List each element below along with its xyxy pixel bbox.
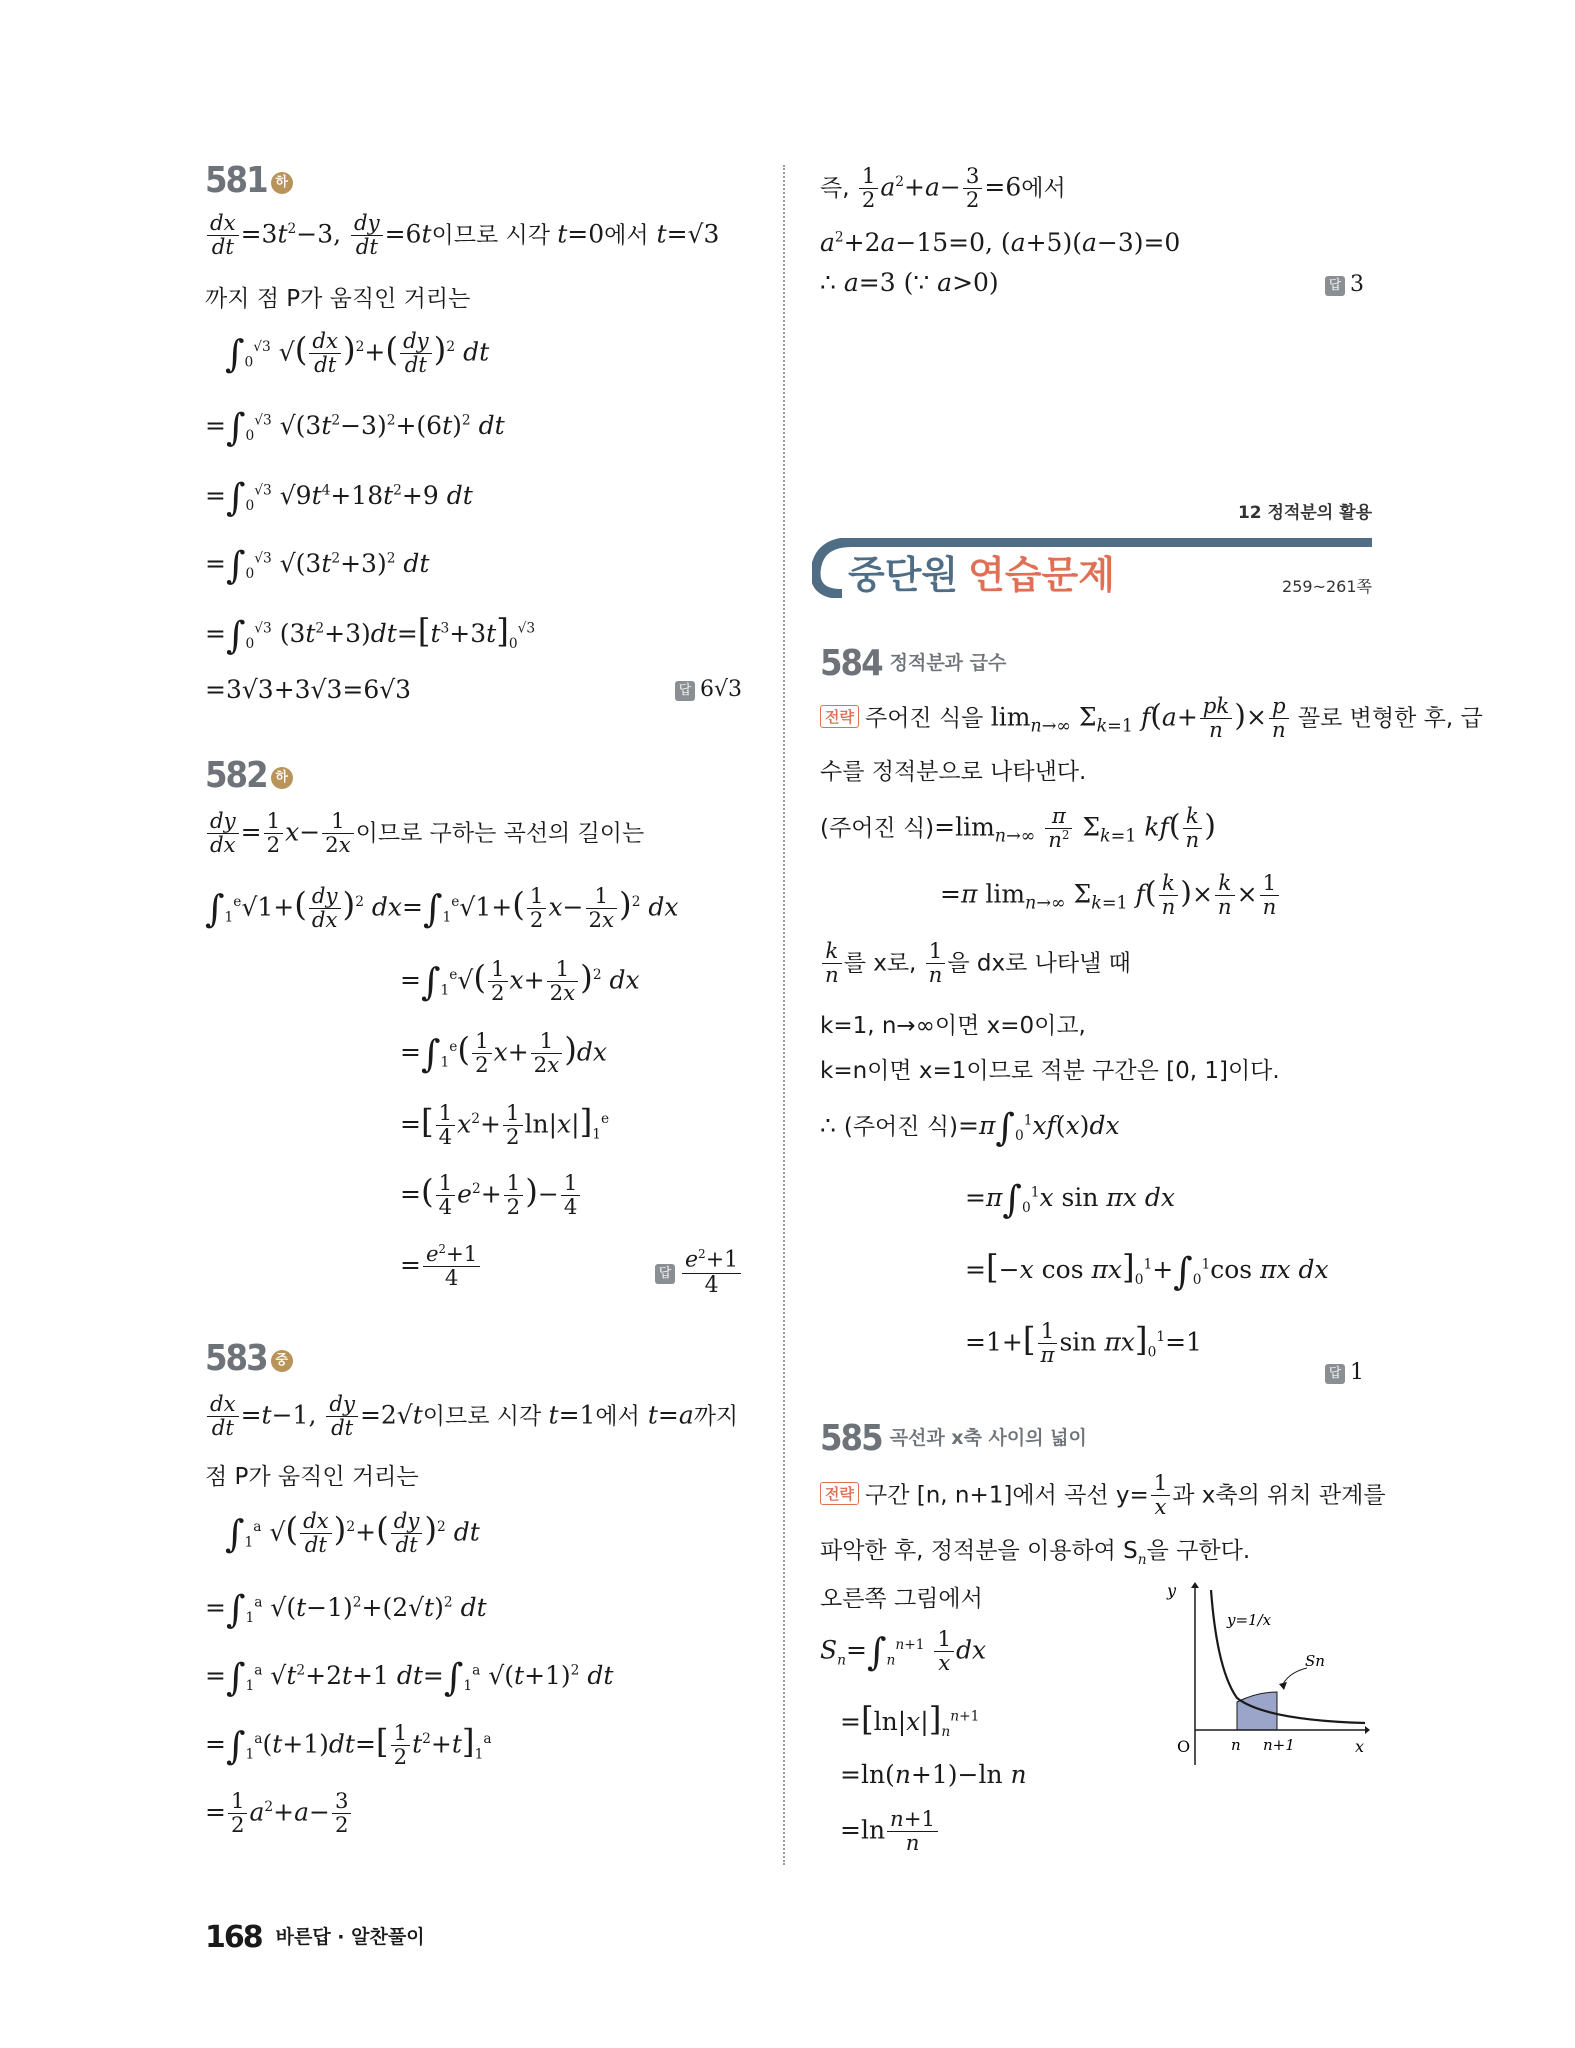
p584-answer: 답 1	[1325, 1360, 1364, 1385]
p584-line3: $\frac{k}{n}$ 를 x로, $\frac{1}{n}$ 을 dx로 나타낼 때	[820, 940, 1131, 988]
p581-answer: 답 6√3	[675, 677, 742, 702]
problem-583-header	[205, 1338, 293, 1379]
page-footer	[205, 1920, 425, 1955]
p584-eq5: =[−x $\cos \pi x]_0^1+\int_0^1\cos$ πx dx	[965, 1248, 1329, 1293]
p585-eq3: =ln(n+1)−ln n	[840, 1760, 1027, 1789]
page-number: 168	[205, 1920, 262, 1955]
p581-eq4: $=\int_0^{√3}$ $√(3t^2+3)^2$ dt	[205, 543, 430, 587]
p585-eq4: =ln $\frac{n+1}{n}$	[840, 1808, 940, 1856]
p583-eq4: $=\int_1^a(t+1)dt=$[ $\frac{1}{2}$ $t^2+t]_1^a$	[205, 1721, 492, 1771]
problem-584-header	[820, 643, 1006, 684]
section-title: 중단원 연습문제	[848, 553, 1115, 597]
level-badge: 중	[271, 1350, 293, 1372]
p584-eq6: =1+[ $\frac{1}{\pi}$ $\sin \pi x]_0^1=1$	[965, 1319, 1202, 1369]
chapter-title: 12 정적분의 활용	[1237, 503, 1372, 523]
p583-line2: 점 P가 움직인 거리는	[205, 1464, 419, 1490]
p582-answer: 답 $\frac{e^2+1}{4}$	[655, 1248, 743, 1298]
p581-eq2: $=\int_0^{√3}$ $√(3t^2-3)^2+(6t)^2$ dt	[205, 405, 505, 449]
p584-strategy-cont: 수를 정적분으로 나타낸다.	[820, 759, 1087, 785]
p583-cont1: 즉, $\frac{1}{2}$ $a^2+a-$ $\frac{3}{2}$ =6에서	[820, 164, 1066, 214]
problem-585-header	[820, 1418, 1087, 1459]
p583-cont3: ∴ a=3 (∵ a>0)	[820, 268, 999, 297]
column-divider	[783, 165, 785, 1865]
p584-line4: k=1, n→∞이면 x=0이고,	[820, 1013, 1086, 1039]
p583-cont2: $a^2+2a-15=0$, (a+5)(a−3)=0	[820, 228, 1181, 257]
problem-number: 583	[205, 1338, 267, 1379]
y-label: y	[1167, 1581, 1177, 1600]
p582-eq1: $\int_1^e√1+$( $\frac{dy}{dx}$ )$^2$ $dx=\int_1^e√1+$( $\frac{1}{2}$ x− $\frac{1}{2x}$ )$^2$ dx	[205, 884, 679, 934]
p581-line1: $\frac{dx}{dt}$ $=3t^2-3$, $\frac{dy}{dt}$ =6t이므로 시각 t=0에서 t=√3	[205, 212, 719, 260]
p585-line1: 오른쪽 그림에서	[820, 1586, 983, 1612]
area-label: Sn	[1305, 1652, 1325, 1670]
problem-number: 585	[820, 1418, 882, 1459]
p582-eq3: $=\int_1^e$( $\frac{1}{2}$ x+ $\frac{1}{2x}$ )dx	[400, 1029, 607, 1079]
p582-eq2: $=\int_1^e√$( $\frac{1}{2}$ x+ $\frac{1}{2x}$ )$^2$ dx	[400, 957, 640, 1007]
p585-eq1: $S_n=\int_n^{n+1}$ $\frac{1}{x}$ dx	[820, 1627, 987, 1677]
p583-eq2: $=\int_1^a$ $√(t-1)^2+(2√t)^2$ dt	[205, 1587, 487, 1631]
curve-1-over-x	[1211, 1590, 1365, 1723]
p582-eq6: = $\frac{e^2+1}{4}$	[400, 1243, 482, 1291]
problem-number: 582	[205, 755, 267, 796]
p582-line1: $\frac{dy}{dx}$ = $\frac{1}{2}$ x− $\frac{1}{2x}$ 이므로 구하는 곡선의 길이는	[205, 810, 644, 858]
p585-strategy-cont: 파악한 후, 정적분을 이용하여 $S_n$을 구한다.	[820, 1538, 1251, 1568]
problem-number: 584	[820, 643, 882, 684]
section-pages: 259~261쪽	[1282, 577, 1372, 596]
p583-eq3: $=\int_1^a$ $√t^2+2t+1$ $dt=\int_1^a$ $√(t+1)^2$ dt	[205, 1655, 614, 1699]
footer-title: 바른답 · 알찬풀이	[275, 1926, 425, 1948]
p582-eq4: =[ $\frac{1}{4}$ $x^2+$ $\frac{1}{2}$ $\ln|x|]_1^e$	[400, 1101, 610, 1151]
p583-line1: $\frac{dx}{dt}$ =t−1, $\frac{dy}{dt}$ =2√t이므로 시각 t=1에서 t=a까지	[205, 1393, 738, 1441]
p581-eq5: $=\int_0^{√3}$ $(3t^2+3)dt=[t^3+3t]_0^{√3}$	[205, 612, 536, 657]
p584-eq3: ∴ (주어진 식)$=\pi\int_0^1xf(x)dx$	[820, 1105, 1120, 1149]
p583-eq1: $\int_1^a$ √( $\frac{dx}{dt}$ )$^2$+( $\frac{dy}{dt}$ )$^2$ dt	[225, 1509, 480, 1559]
level-badge: 하	[271, 172, 293, 194]
graph-585	[1165, 1580, 1370, 1770]
origin-label: O	[1177, 1737, 1191, 1756]
p584-eq2: =π $\lim_{n\to\infty} \Sigma_{k=1}$ f( $\frac{k}{n}$ )× $\frac{k}{n}$ × $\frac{1}{n}$	[940, 872, 1281, 920]
p585-eq2: $=[\ln|x|]_n^{n+1}$	[840, 1700, 980, 1740]
p581-eq3: $=\int_0^{√3}$ $√9t^4+18t^2+9$ dt	[205, 475, 473, 519]
section-banner	[812, 503, 1372, 604]
level-badge: 하	[271, 767, 293, 789]
x-label: x	[1355, 1737, 1365, 1756]
problem-581-header	[205, 160, 293, 201]
problem-topic: 곡선과 x축 사이의 넓이	[889, 1427, 1087, 1449]
n-label: n	[1231, 1736, 1241, 1754]
n1-label: n+1	[1263, 1736, 1295, 1754]
p584-eq1: (주어진 식)$=\lim_{n\to\infty}$ $\frac{\pi}{n^2}$ $\Sigma_{k=1}$ kf( $\frac{k}{n}$ )	[820, 804, 1216, 854]
p582-eq5: =( $\frac{1}{4}$ $e^2+$ $\frac{1}{2}$ )− $\frac{1}{4}$	[400, 1172, 582, 1220]
p584-line5: k=n이면 x=1이므로 적분 구간은 [0, 1]이다.	[820, 1058, 1280, 1084]
p583-answer: 답 3	[1325, 272, 1364, 297]
p584-eq4: $=\pi\int_0^1x$ sin πx dx	[965, 1177, 1175, 1221]
p585-strategy: 전략 구간 [n, n+1]에서 곡선 y= $\frac{1}{x}$ 과 x축의 위치 관계를	[820, 1472, 1386, 1520]
p583-eq5: = $\frac{1}{2}$ $a^2+a-$ $\frac{3}{2}$	[205, 1790, 353, 1838]
p581-eq6: =3√3+3√3=6√3	[205, 675, 412, 704]
p584-strategy: 전략 주어진 식을 $\lim_{n\to\infty} \Sigma_{k=1}$ f(a+ $\frac{pk}{n}$ )× $\frac{p}{n}$ 꼴로 변형한 후, 급	[820, 695, 1483, 743]
problem-number: 581	[205, 160, 267, 201]
p581-eq1: $\int_0^{√3}$ √( $\frac{dx}{dt}$ )$^2$+( $\frac{dy}{dt}$ )$^2$ dt	[225, 329, 490, 379]
problem-topic: 정적분과 급수	[889, 652, 1007, 674]
problem-582-header	[205, 755, 293, 796]
curve-label: y=1/x	[1227, 1611, 1272, 1629]
p581-line2: 까지 점 P가 움직인 거리는	[205, 286, 471, 312]
